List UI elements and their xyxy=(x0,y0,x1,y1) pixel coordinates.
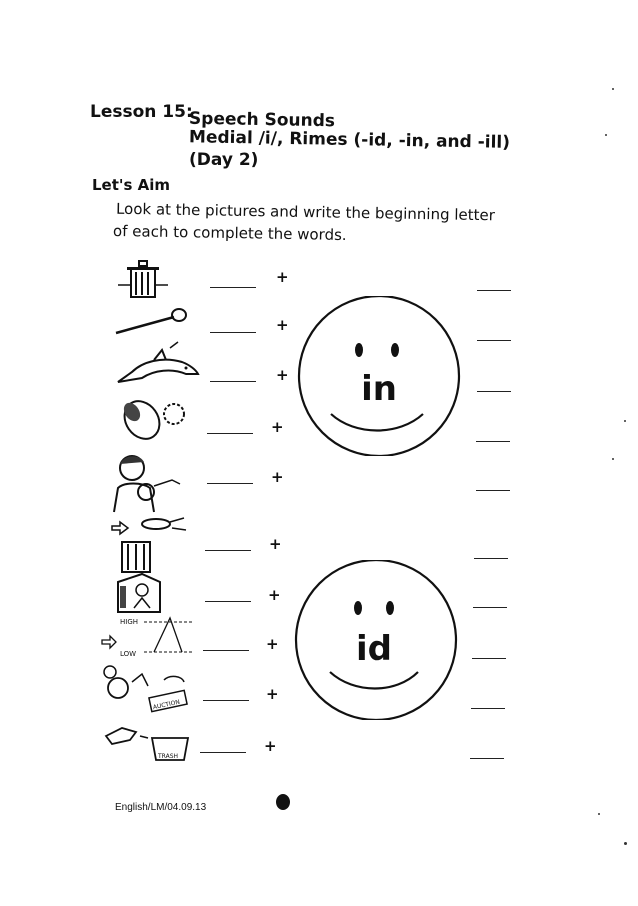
lesson-title: Speech Sounds xyxy=(188,108,336,132)
plus-sign: + xyxy=(269,535,282,553)
rime-id-label: id xyxy=(356,629,392,669)
bid-icon xyxy=(102,716,194,762)
page-hole-dot xyxy=(276,794,290,810)
answer-blank-6[interactable] xyxy=(205,550,251,551)
footer-code: English/LM/04.09.13 xyxy=(115,802,207,813)
high-label: HIGH xyxy=(120,618,139,626)
answer-blank-5[interactable] xyxy=(207,483,253,484)
can-icon xyxy=(112,392,192,447)
word-blank-4[interactable] xyxy=(476,441,510,442)
plus-sign: + xyxy=(266,685,279,703)
scan-speck xyxy=(598,813,600,815)
trash-can-icon xyxy=(113,255,173,300)
auction-icon xyxy=(102,664,192,716)
smiley-face-id xyxy=(292,560,462,720)
lesson-subtitle: Medial /i/, Rimes (-id, -in, and -ill) xyxy=(188,127,511,153)
smiley-face-in xyxy=(295,296,465,456)
instruction-line-2: of each to complete the words. xyxy=(112,221,347,245)
word-blank-3[interactable] xyxy=(477,391,511,392)
answer-blank-4[interactable] xyxy=(207,433,253,434)
plus-sign: + xyxy=(276,366,289,384)
answer-blank-3[interactable] xyxy=(210,381,256,382)
word-blank-5[interactable] xyxy=(476,490,510,491)
answer-blank-2[interactable] xyxy=(210,332,256,333)
word-blank-10[interactable] xyxy=(470,758,504,759)
high-low-arrow-icon xyxy=(100,614,195,660)
word-blank-7[interactable] xyxy=(473,607,507,608)
lid-on-can-icon xyxy=(108,510,193,575)
kid-in-box-icon xyxy=(112,568,167,616)
word-blank-8[interactable] xyxy=(472,658,506,659)
scan-speck xyxy=(624,842,627,845)
lesson-day: (Day 2) xyxy=(189,150,259,170)
answer-blank-8[interactable] xyxy=(203,650,249,651)
instruction-line-1: Look at the pictures and write the beginning letter xyxy=(115,199,496,225)
plus-sign: + xyxy=(266,635,279,653)
plus-sign: + xyxy=(268,586,281,604)
section-heading: Let's Aim xyxy=(92,176,171,194)
answer-blank-10[interactable] xyxy=(200,752,246,753)
word-blank-9[interactable] xyxy=(471,708,505,709)
plus-sign: + xyxy=(276,316,289,334)
rime-in-label: in xyxy=(361,369,397,409)
plus-sign: + xyxy=(276,268,289,286)
word-blank-1[interactable] xyxy=(477,290,511,291)
word-blank-6[interactable] xyxy=(474,558,508,559)
boy-with-ribbon-icon xyxy=(110,450,185,515)
scan-speck xyxy=(612,88,614,90)
lesson-number: Lesson 15: xyxy=(90,102,193,122)
word-blank-2[interactable] xyxy=(477,340,511,341)
trash-label: TRASH xyxy=(158,753,179,760)
plus-sign: + xyxy=(271,418,284,436)
answer-blank-1[interactable] xyxy=(210,287,256,288)
auction-label: AUCTION xyxy=(152,698,181,712)
scan-speck xyxy=(624,420,626,422)
dolphin-icon xyxy=(112,338,202,388)
answer-blank-7[interactable] xyxy=(205,601,251,602)
scan-speck xyxy=(612,458,614,460)
plus-sign: + xyxy=(264,737,277,755)
pin-icon xyxy=(112,303,192,338)
low-label: LOW xyxy=(120,650,137,658)
scan-speck xyxy=(605,134,607,136)
answer-blank-9[interactable] xyxy=(203,700,249,701)
plus-sign: + xyxy=(271,468,284,486)
